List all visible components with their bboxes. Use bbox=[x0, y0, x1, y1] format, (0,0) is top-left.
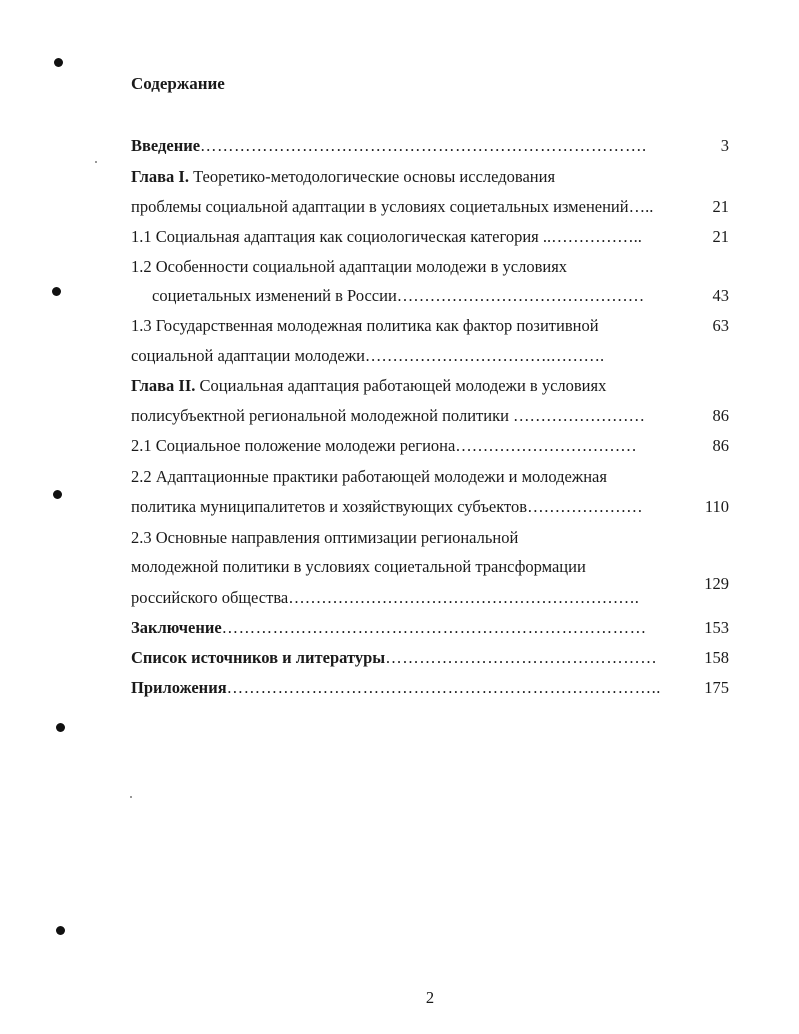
toc-entry-intro[interactable] bbox=[0, 134, 799, 158]
toc-chapter-1-title: Теоретико-методологические основы исследования bbox=[188, 167, 556, 186]
toc-chapter-2-title-cont: полисубъектной региональной молодежной политики …………………… bbox=[131, 406, 646, 425]
toc-page-number: 153 bbox=[704, 618, 729, 637]
toc-entry-sources[interactable] bbox=[0, 646, 799, 670]
toc-page-number: 175 bbox=[704, 678, 729, 697]
toc-entry-chapter-1[interactable] bbox=[0, 165, 799, 189]
toc-section-2-2-title: 2.2 Адаптационные практики работающей молодежи и молодежная bbox=[131, 467, 607, 486]
toc-entry-section-2-2[interactable] bbox=[0, 465, 799, 489]
toc-intro-label: Введение bbox=[131, 136, 201, 155]
toc-section-2-3-title: 2.3 Основные направления оптимизации региональной bbox=[131, 528, 519, 547]
scan-speck bbox=[130, 796, 132, 798]
toc-entry-section-1-3[interactable] bbox=[0, 314, 799, 338]
toc-entry-section-1-3-cont[interactable] bbox=[0, 344, 799, 368]
toc-entry-chapter-2-cont[interactable] bbox=[0, 404, 799, 428]
toc-entry-conclusion[interactable] bbox=[0, 616, 799, 640]
toc-conclusion-label: Заключение bbox=[131, 618, 222, 637]
toc-section-2-3-title-cont2: российского общества………………………………………………………. bbox=[131, 588, 639, 607]
toc-page-number: 21 bbox=[712, 197, 729, 216]
page-number: 2 bbox=[425, 988, 435, 1007]
toc-entry-section-2-1[interactable] bbox=[0, 434, 799, 458]
toc-page-number: 110 bbox=[704, 497, 729, 516]
toc-entry-section-2-2-cont[interactable] bbox=[0, 495, 799, 519]
toc-entry-chapter-1-cont[interactable] bbox=[0, 195, 799, 219]
toc-page-number: 86 bbox=[712, 436, 729, 455]
toc-chapter-2-title: Социальная адаптация работающей молодежи в условиях bbox=[195, 376, 607, 395]
toc-section-1-3-title: 1.3 Государственная молодежная политика как фактор позитивной bbox=[131, 316, 599, 335]
binder-hole-mark bbox=[56, 926, 65, 935]
toc-section-2-3-title-cont: молодежной политики в условиях социетальной трансформации bbox=[131, 557, 586, 576]
toc-page-number: 3 bbox=[720, 136, 729, 155]
toc-section-2-2-title-cont: политика муниципалитетов и хозяйствующих субъектов………………… bbox=[131, 497, 643, 516]
toc-leader: ……………………………………………………………………. bbox=[200, 136, 647, 155]
toc-section-1-1-title: 1.1 Социальная адаптация как социологическая категория ..…………….. bbox=[131, 227, 642, 246]
toc-leader: ………………………………………………………………… bbox=[221, 618, 647, 637]
page-title: Содержание bbox=[131, 74, 225, 93]
toc-page-number: 43 bbox=[712, 286, 729, 305]
toc-chapter-1-title-cont: проблемы социальной адаптации в условиях социетальных изменений….. bbox=[131, 197, 654, 216]
binder-hole-mark bbox=[56, 723, 65, 732]
toc-entry-appendix[interactable] bbox=[0, 676, 799, 700]
toc-leader: ………………………………………… bbox=[385, 648, 658, 667]
toc-page-number: 129 bbox=[704, 574, 729, 593]
toc-entry-section-1-1[interactable] bbox=[0, 225, 799, 249]
toc-entry-chapter-2[interactable] bbox=[0, 374, 799, 398]
scan-speck bbox=[95, 161, 97, 163]
toc-entry-section-1-2-cont[interactable] bbox=[0, 284, 799, 308]
toc-section-1-3-title-cont: социальной адаптации молодежи…………………………….………. bbox=[131, 346, 605, 365]
binder-hole-mark bbox=[54, 58, 63, 67]
toc-page-number: 63 bbox=[712, 316, 729, 335]
toc-entry-section-2-3[interactable] bbox=[0, 526, 799, 550]
toc-page-number: 158 bbox=[704, 648, 729, 667]
toc-chapter-1-label: Глава I. bbox=[131, 167, 189, 186]
toc-appendix-label: Приложения bbox=[131, 678, 227, 697]
toc-page-number: 86 bbox=[712, 406, 729, 425]
toc-page-number: 21 bbox=[712, 227, 729, 246]
toc-section-1-2-title-cont: социетальных изменений в России……………………………………… bbox=[152, 286, 645, 305]
toc-section-2-1-title: 2.1 Социальное положение молодежи региона…………………………… bbox=[131, 436, 637, 455]
toc-chapter-2-label: Глава II. bbox=[131, 376, 196, 395]
toc-sources-label: Список источников и литературы bbox=[131, 648, 386, 667]
toc-entry-section-2-3-cont2[interactable] bbox=[0, 586, 799, 610]
toc-leader: ………………………………………………………………….. bbox=[226, 678, 661, 697]
toc-section-1-2-title: 1.2 Особенности социальной адаптации молодежи в условиях bbox=[131, 257, 568, 276]
toc-entry-section-1-2[interactable] bbox=[0, 255, 799, 279]
